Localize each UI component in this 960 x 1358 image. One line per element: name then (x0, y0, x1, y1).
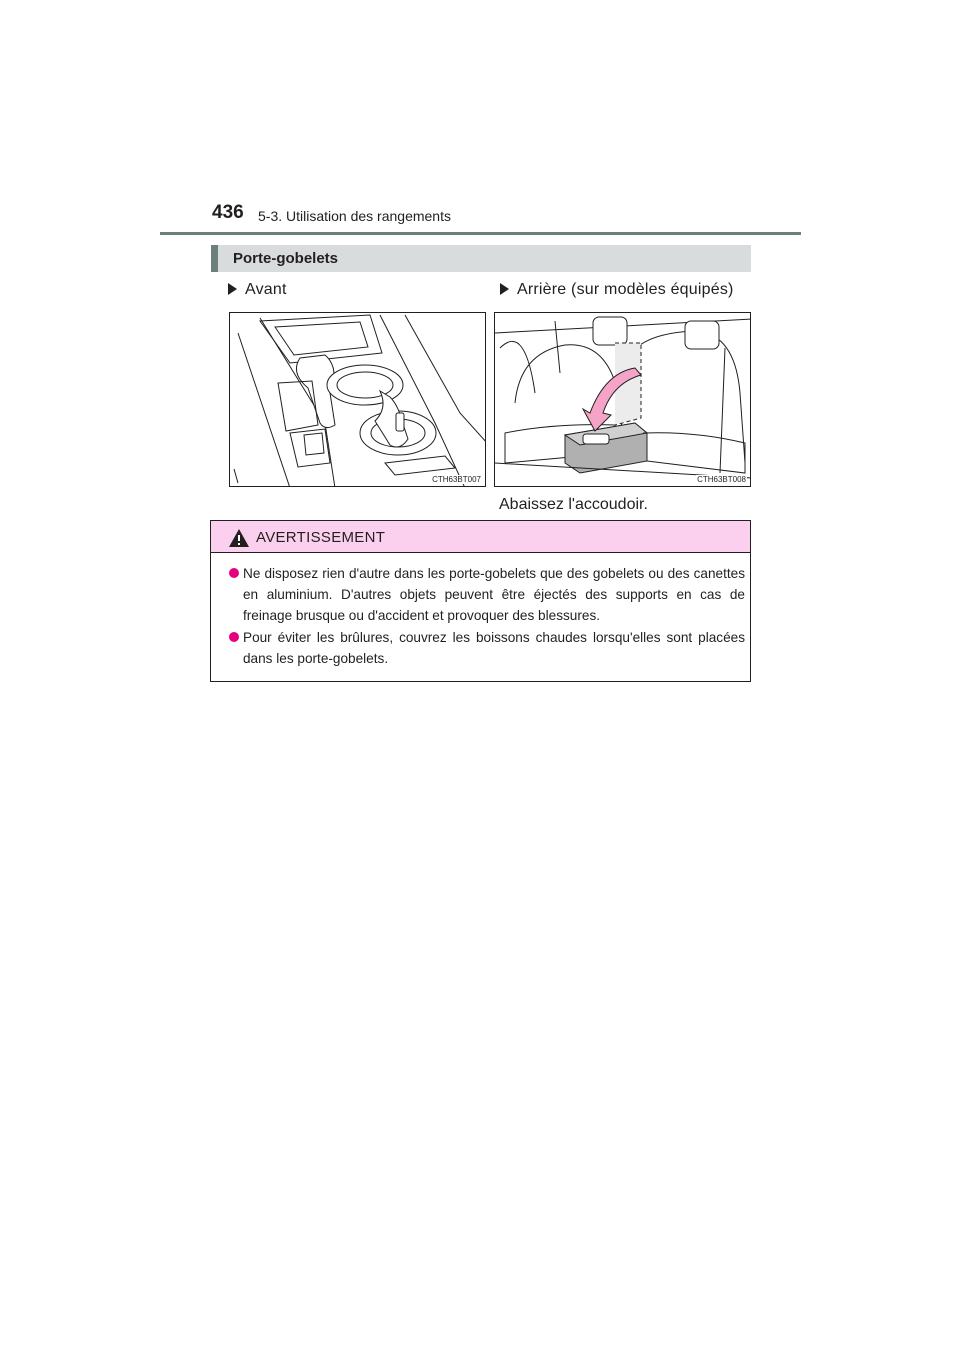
warning-item-text: Pour éviter les brûlures, couvrez les boissons chaudes lorsqu'elles sont placées dans les porte-gobelets. (243, 630, 745, 666)
bullet-dot-icon (229, 568, 239, 578)
triangle-bullet-icon (500, 283, 509, 295)
warning-item-text: Ne disposez rien d'autre dans les porte-gobelets que des gobelets ou des canettes en aluminium. D'autres objets peuvent être éjectés des supports en cas de freinage brusque ou d'accident et provoquer des blessures. (243, 566, 745, 623)
warning-title: AVERTISSEMENT (256, 529, 386, 546)
header-rule (160, 232, 801, 235)
warning-box (210, 520, 751, 682)
front-cupholder-figure (229, 312, 486, 487)
rear-seat-illustration (495, 313, 751, 487)
triangle-bullet-icon (228, 283, 237, 295)
front-label: Avant (245, 281, 287, 298)
warning-header (211, 521, 750, 553)
bullet-dot-icon (229, 632, 239, 642)
chapter-title: 5-3. Utilisation des rangements (258, 208, 451, 224)
front-figure-code: CTH63BT007 (432, 475, 481, 484)
page-number: 436 (212, 202, 244, 223)
rear-caption: Abaissez l'accoudoir. (499, 496, 648, 513)
rear-label: Arrière (sur modèles équipés) (517, 281, 734, 298)
warning-item (229, 627, 745, 669)
warning-icon (228, 528, 250, 548)
rear-figure-code: CTH63BT008 (697, 475, 746, 484)
rear-subheading (500, 281, 734, 299)
front-subheading (228, 281, 287, 299)
section-title: Porte-gobelets (233, 250, 339, 267)
console-illustration (230, 313, 486, 487)
rear-armrest-figure (494, 312, 751, 487)
section-title-bar (211, 245, 751, 272)
warning-item (229, 563, 745, 626)
